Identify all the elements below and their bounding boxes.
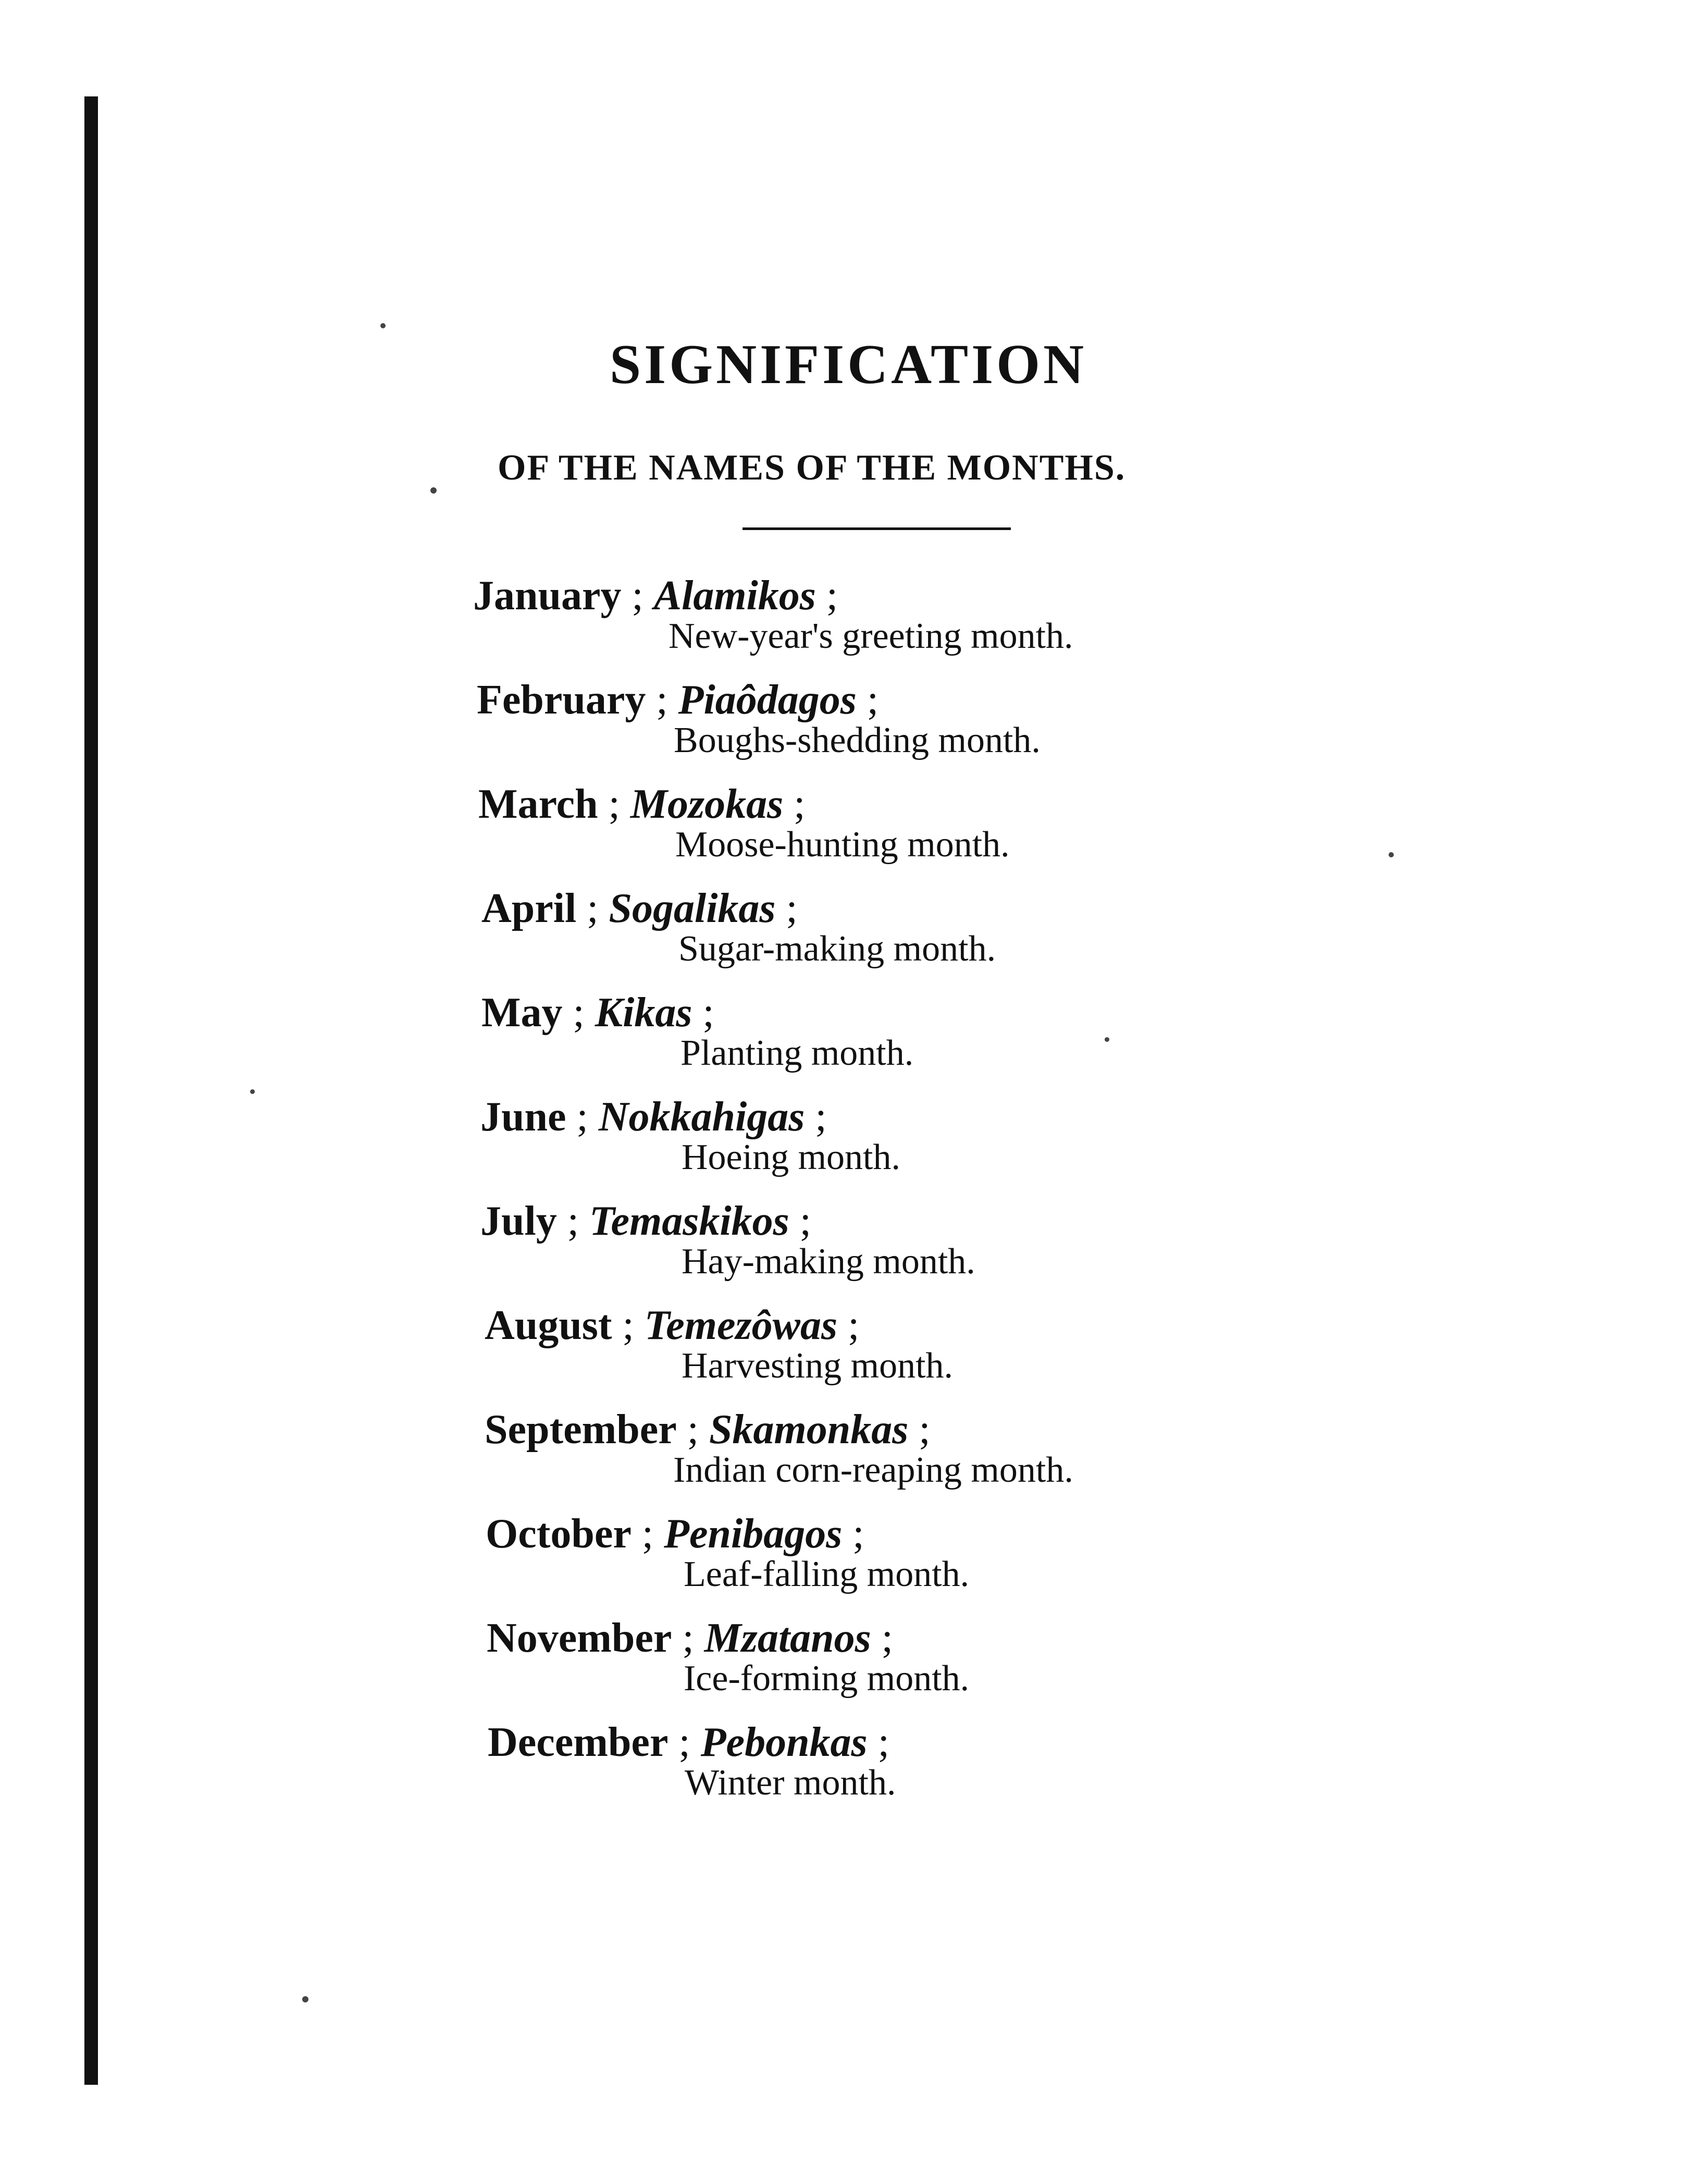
month-entry — [488, 1719, 896, 1804]
entry-heading — [478, 781, 1010, 828]
title-rule — [742, 527, 1011, 530]
entry-heading — [481, 885, 996, 932]
month-name: February — [477, 677, 646, 723]
native-name: Penibagos — [664, 1511, 843, 1557]
native-name: Piaôdagos — [678, 677, 857, 723]
month-meaning: Harvesting month. — [682, 1346, 954, 1386]
entry-heading — [485, 1406, 1073, 1454]
month-name: December — [488, 1719, 669, 1765]
entry-heading — [480, 1093, 900, 1141]
month-entry — [481, 885, 996, 970]
separator: ; — [881, 1615, 894, 1661]
month-meaning: Ice-forming month. — [684, 1658, 970, 1699]
month-meaning: Leaf-falling month. — [684, 1554, 970, 1594]
separator: ; — [815, 1094, 827, 1140]
month-name: November — [487, 1615, 672, 1661]
entry-heading — [487, 1615, 969, 1662]
month-name: March — [478, 781, 598, 827]
separator: ; — [587, 886, 599, 931]
native-name: Pebonkas — [700, 1719, 868, 1765]
entry-heading — [486, 1510, 969, 1558]
separator: ; — [786, 886, 798, 931]
month-entry — [480, 1198, 975, 1283]
scan-speck — [302, 1996, 308, 2002]
native-name: Nokkahigas — [598, 1094, 805, 1140]
month-entry — [485, 1302, 953, 1387]
month-name: May — [481, 990, 563, 1036]
native-name: Temaskikos — [589, 1198, 789, 1244]
month-meaning: New-year's greeting month. — [669, 616, 1073, 656]
entry-heading — [481, 989, 913, 1037]
native-name: Mozokas — [630, 781, 784, 827]
month-entry — [486, 1510, 969, 1595]
month-name: July — [480, 1198, 557, 1244]
month-name: August — [485, 1302, 612, 1348]
scan-speck — [250, 1089, 255, 1094]
separator: ; — [678, 1719, 690, 1765]
entry-heading — [488, 1719, 896, 1766]
separator: ; — [632, 573, 643, 619]
month-entry — [481, 989, 913, 1074]
entry-heading — [485, 1302, 953, 1349]
separator: ; — [799, 1198, 811, 1244]
month-name: January — [473, 573, 622, 619]
separator: ; — [867, 677, 879, 723]
native-name: Temezôwas — [644, 1302, 838, 1348]
month-entry — [473, 572, 1073, 657]
month-meaning: Sugar-making month. — [678, 929, 996, 969]
scan-speck — [430, 487, 437, 494]
month-meaning: Moose-hunting month. — [675, 825, 1010, 865]
separator: ; — [622, 1302, 634, 1348]
native-name: Sogalikas — [609, 886, 776, 931]
separator: ; — [852, 1511, 864, 1557]
native-name: Skamonkas — [709, 1407, 909, 1453]
separator: ; — [682, 1615, 694, 1661]
scan-speck — [380, 323, 386, 328]
separator: ; — [567, 1198, 579, 1244]
month-entry — [485, 1406, 1073, 1491]
scan-speck — [1389, 852, 1394, 857]
month-meaning: Planting month. — [680, 1033, 914, 1073]
entry-heading — [473, 572, 1073, 620]
separator: ; — [826, 573, 838, 619]
month-name: September — [485, 1407, 677, 1453]
native-name: Mzatanos — [704, 1615, 871, 1661]
month-entry — [478, 781, 1010, 866]
entry-heading — [477, 677, 1041, 724]
page-title: SIGNIFICATION — [610, 334, 1087, 396]
separator: ; — [687, 1407, 699, 1453]
separator: ; — [877, 1719, 889, 1765]
month-meaning: Winter month. — [685, 1763, 896, 1803]
native-name: Alamikos — [653, 573, 816, 619]
month-meaning: Boughs-shedding month. — [674, 720, 1041, 760]
month-name: April — [481, 886, 577, 931]
month-meaning: Hoeing month. — [682, 1137, 900, 1177]
month-name: June — [480, 1094, 566, 1140]
month-entry — [480, 1093, 900, 1178]
entry-heading — [480, 1198, 975, 1245]
separator: ; — [702, 990, 714, 1036]
separator: ; — [848, 1302, 860, 1348]
separator: ; — [573, 990, 585, 1036]
page-subtitle: OF THE NAMES OF THE MONTHS. — [498, 448, 1126, 488]
binding-edge — [84, 96, 98, 2085]
month-meaning: Indian corn-reaping month. — [673, 1450, 1073, 1490]
scan-speck — [1105, 1037, 1109, 1042]
separator: ; — [608, 781, 620, 827]
separator: ; — [919, 1407, 931, 1453]
separator: ; — [656, 677, 668, 723]
separator: ; — [576, 1094, 588, 1140]
month-entry — [487, 1615, 969, 1700]
native-name: Kikas — [595, 990, 692, 1036]
separator: ; — [641, 1511, 654, 1557]
month-meaning: Hay-making month. — [682, 1241, 975, 1282]
month-entry — [477, 677, 1041, 761]
separator: ; — [794, 781, 806, 827]
month-name: October — [486, 1511, 632, 1557]
